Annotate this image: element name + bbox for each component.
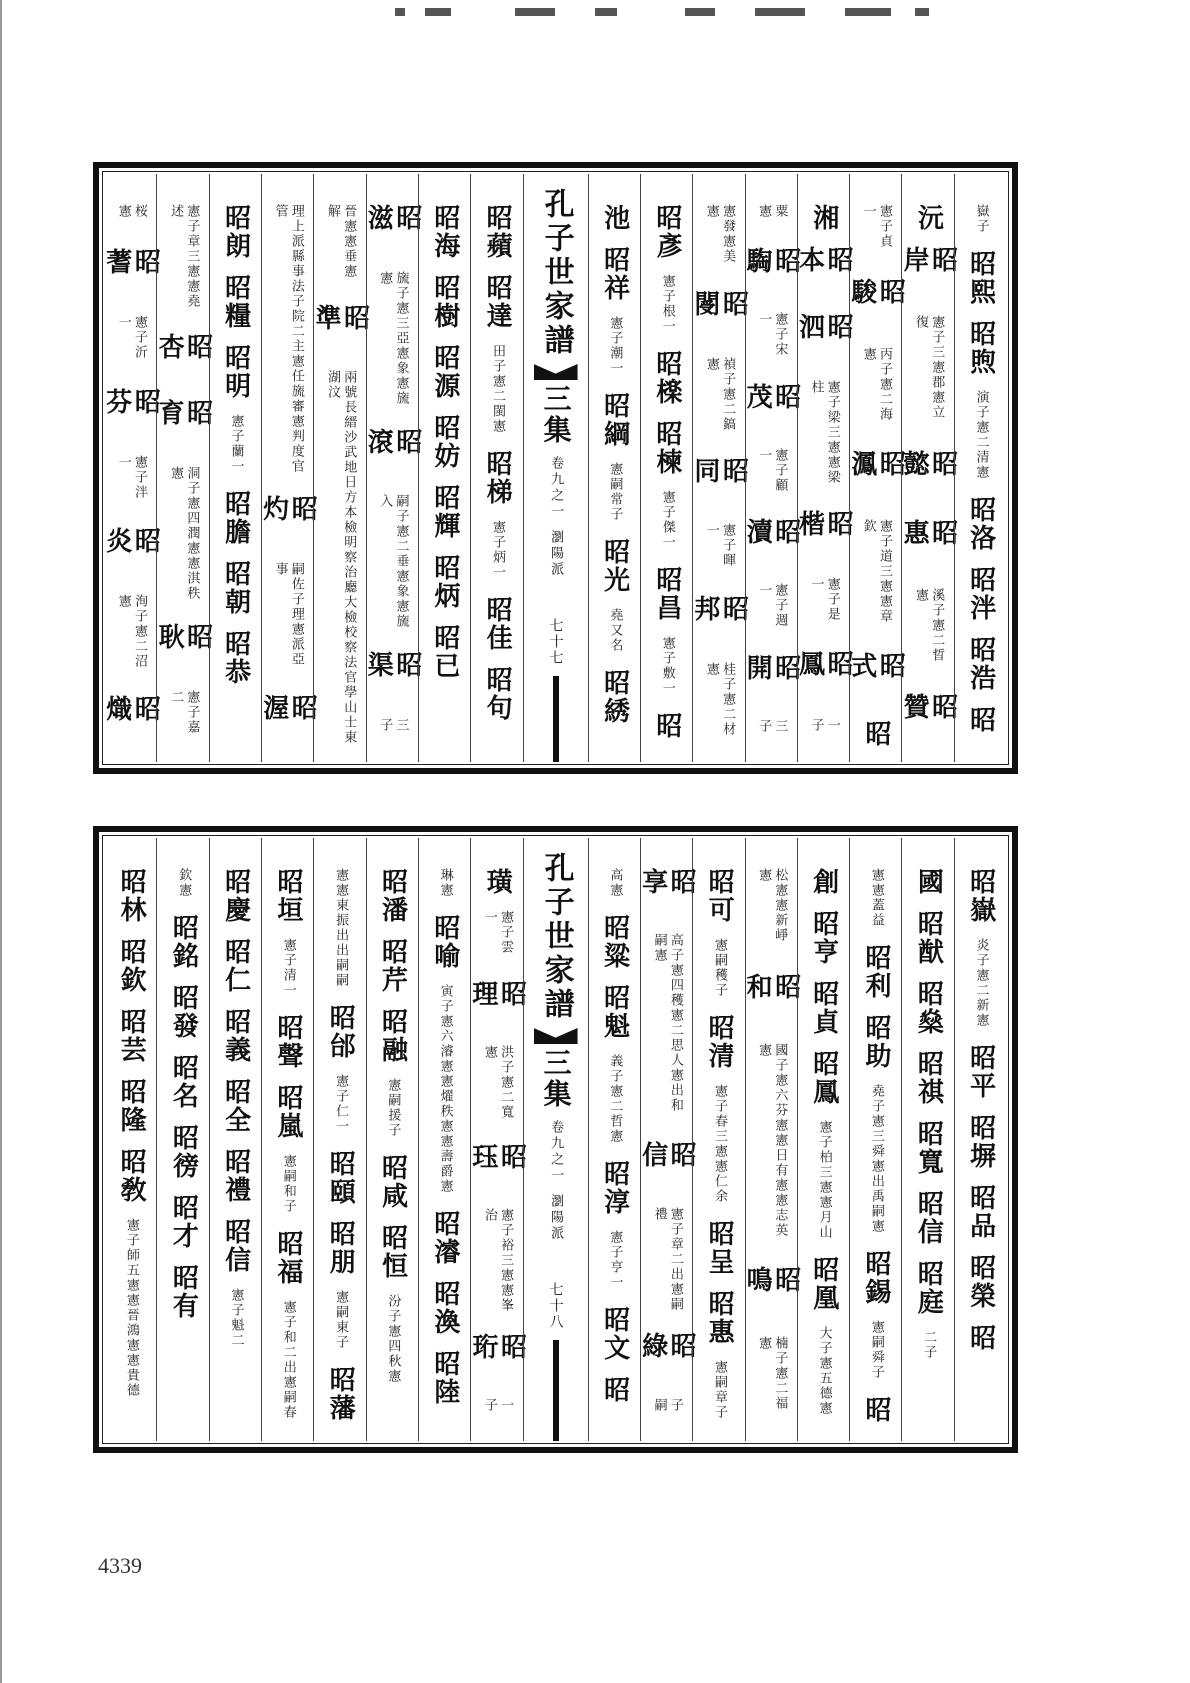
entry-name: 昭梯 — [482, 450, 513, 506]
entry-name: 昭文 — [599, 1306, 630, 1362]
entry-note: 高子憲四穫憲二思人憲出和嗣憲 — [651, 933, 683, 1114]
entry-name: 昭準 — [310, 303, 370, 332]
entry-name: 昭 — [651, 712, 682, 740]
entry-name: 昭嵐 — [272, 1084, 303, 1140]
entry-name: 昭 — [861, 720, 892, 749]
entry-name: 昭贊 — [899, 692, 958, 721]
entry-name: 昭喻 — [429, 914, 460, 970]
entry-name: 昭騊 — [742, 247, 801, 276]
entry-name: 昭全 — [220, 1078, 251, 1134]
entry-name: 昭綠 — [637, 1332, 697, 1361]
entry-name: 昭 — [861, 1396, 892, 1424]
entry-name: 昭隆 — [116, 1078, 147, 1134]
entry-name: 昭懿 — [899, 449, 958, 478]
genealogy-column — [418, 174, 470, 762]
entry-note: 憲子柏三憲憲月山 — [816, 1120, 832, 1240]
entry-name: 昭凰 — [808, 1256, 839, 1312]
folio-number: 七十八 — [547, 1282, 564, 1330]
entry-name: 昭林 — [116, 868, 147, 924]
entry-note: 憲子章三憲憲堯述 — [168, 204, 200, 309]
entry-name: 昭頤 — [325, 1150, 356, 1206]
entry-note: 欽憲 — [176, 868, 192, 898]
entry-name: 昭享 — [637, 868, 697, 896]
entry-name: 昭源 — [429, 344, 460, 400]
branch-label: 瀏陽派 — [548, 1194, 564, 1242]
entry-note: 子嗣 — [651, 1397, 683, 1413]
genealogy-column — [209, 838, 261, 1441]
entry-note: 三子 — [377, 717, 409, 733]
entry-note: 松憲憲新崢憲 — [756, 868, 788, 943]
entry-name: 昭 — [965, 1324, 996, 1352]
entry-name: 昭信 — [220, 1218, 251, 1274]
entry-name: 昭恒 — [377, 1224, 408, 1280]
entry-name: 昭炎 — [101, 527, 161, 556]
entry-name: 昭海 — [429, 204, 460, 260]
entry-name: 昭昌 — [651, 566, 682, 622]
entry-name: 昭膽 — [220, 490, 251, 546]
entry-name: 昭清 — [704, 1014, 735, 1070]
entry-name: 昭同 — [689, 456, 749, 485]
genealogy-column — [846, 174, 906, 762]
genealogy-column — [901, 838, 953, 1441]
entry-name: 昭惠 — [899, 518, 958, 547]
entry-name: 昭光 — [599, 538, 630, 594]
entry-note: 憲子炳一 — [489, 520, 505, 580]
entry-name: 昭欽 — [116, 938, 147, 994]
column-strip — [101, 174, 1006, 762]
book-spine-column — [523, 838, 588, 1441]
entry-name: 昭惠 — [704, 1290, 735, 1346]
entry-note: 憲子嘉二 — [168, 689, 200, 735]
entry-note: 憲子潮一 — [607, 316, 623, 376]
entry-name: 昭猷 — [913, 910, 944, 966]
entry-name: 昭洛 — [965, 496, 996, 552]
entry-name: 昭福 — [272, 1230, 303, 1286]
genealogy-column — [105, 838, 156, 1441]
entry-name: 昭 — [599, 1376, 630, 1404]
entry-name: 昭義 — [220, 1008, 251, 1064]
genealogy-column — [467, 838, 527, 1441]
entry-note: 嗣子憲二垂憲象憲旒入 — [377, 494, 409, 630]
genealogy-column — [470, 174, 522, 762]
entry-name: 昭楷 — [794, 510, 854, 539]
entry-note: 堯又名 — [607, 608, 623, 653]
entry-name: 昭粱 — [599, 914, 630, 970]
entry-note: 憲子週一 — [756, 583, 788, 629]
entry-name: 昭徬 — [168, 1124, 199, 1180]
entry-note: 一子 — [808, 717, 840, 733]
entry-note: 憲子師五憲憲晉鴻憲憲貴德 — [123, 1218, 139, 1398]
entry-note: 憲子敷一 — [659, 636, 675, 696]
entry-name: 昭邰 — [325, 1004, 356, 1060]
genealogy-column — [156, 838, 208, 1441]
entry-name: 昭咸 — [377, 1154, 408, 1210]
entry-name: 昭滋 — [363, 204, 422, 232]
entry-name: 昭瀆 — [742, 518, 801, 547]
entry-name: 昭祥 — [599, 246, 630, 302]
genealogy-column — [588, 174, 640, 762]
entry-note: 憲子章二出憲嗣禮 — [651, 1206, 683, 1312]
entry-name: 昭才 — [168, 1194, 199, 1250]
entry-note: 理上派縣事法子院二主憲任旒審憲判度官管 — [272, 204, 304, 474]
entry-name: 昭育 — [154, 399, 213, 428]
entry-name: 昭達 — [482, 274, 513, 330]
entry-note: 晉憲憲垂憲解 — [324, 204, 357, 279]
genealogy-column — [258, 174, 318, 762]
entry-name: 璜 — [482, 868, 513, 896]
genealogy-column — [418, 838, 470, 1441]
genealogy-column — [363, 174, 422, 762]
entry-note: 義子憲二哲憲 — [607, 1054, 623, 1144]
entry-name: 昭滾 — [363, 427, 422, 456]
entry-name: 昭熙 — [965, 250, 996, 306]
entry-note: 憲憲蓋益 — [868, 868, 884, 928]
entry-name: 昭利 — [861, 944, 892, 1000]
entry-name: 昭仁 — [220, 938, 251, 994]
volume-label: 卷九之一 — [548, 456, 564, 520]
entry-note: 憲子春三憲憲仁余 — [711, 1084, 727, 1204]
entry-note: 寅子憲六濬憲憲燿秩憲憲壽爵憲 — [437, 984, 453, 1194]
entry-name: 昭聲 — [272, 1014, 303, 1070]
entry-name: 昭檪 — [651, 350, 682, 406]
book-spine-column — [523, 174, 588, 762]
entry-note: 旒子憲三亞憲象憲旒憲 — [377, 270, 409, 406]
entry-name: 創 — [808, 868, 839, 896]
genealogy-column — [692, 838, 744, 1441]
entry-name: 昭魁 — [599, 984, 630, 1040]
genealogy-column — [954, 838, 1006, 1441]
entry-name: 昭閿 — [689, 290, 749, 319]
entry-name: 昭敎 — [116, 1148, 147, 1204]
entry-note: 憲子和二出憲嗣春 — [280, 1300, 296, 1420]
entry-name: 沅 — [913, 204, 944, 232]
entry-name: 昭呈 — [704, 1220, 735, 1276]
entry-name: 昭祺 — [913, 1050, 944, 1106]
entry-name: 昭禮 — [220, 1148, 251, 1204]
entry-name: 昭信 — [913, 1190, 944, 1246]
entry-name: 昭品 — [965, 1184, 996, 1240]
entry-note: 琳憲 — [437, 868, 453, 898]
entry-note: 憲子道三憲憲章欽 — [860, 518, 892, 624]
entry-name: 昭錫 — [861, 1250, 892, 1306]
genealogy-page-lower — [93, 826, 1018, 1453]
entry-name: 昭理 — [467, 980, 527, 1009]
entry-note: 禎子憲二鎬憲 — [703, 356, 736, 432]
entry-name: 國 — [913, 868, 944, 896]
entry-note: 桂子憲二材憲 — [703, 661, 736, 737]
entry-note: 洪子憲二寬憲 — [481, 1045, 514, 1121]
entry-name: 昭渙 — [429, 1280, 460, 1336]
entry-note: 憲子魁二 — [228, 1288, 244, 1348]
entry-note: 憲嗣和子 — [280, 1154, 296, 1214]
entry-name: 昭 — [965, 706, 996, 734]
entry-note: 堯子憲三舜憲出禹嗣憲 — [868, 1084, 884, 1234]
entry-name: 昭綱 — [599, 392, 630, 448]
entry-name: 昭銘 — [168, 914, 199, 970]
entry-note: 憲子清一 — [280, 938, 296, 998]
genealogy-column — [154, 174, 213, 762]
entry-name: 昭本 — [794, 246, 854, 274]
entry-name: 昭發 — [168, 984, 199, 1040]
entry-name: 昭垣 — [272, 868, 303, 924]
entry-name: 昭茂 — [742, 382, 801, 411]
entry-note: 炎子憲二新憲 — [973, 938, 989, 1028]
genealogy-column — [310, 174, 370, 762]
entry-name: 昭名 — [168, 1054, 199, 1110]
entry-note: 三子 — [756, 718, 788, 734]
entry-name: 昭融 — [377, 1008, 408, 1064]
entry-name: 昭珩 — [467, 1332, 527, 1361]
entry-note: 憲子宋一 — [756, 312, 788, 358]
genealogy-column — [588, 838, 640, 1441]
entry-note: 憲子雲一 — [481, 910, 514, 955]
entry-name: 昭淳 — [599, 1160, 630, 1216]
entry-name: 昭嶽 — [965, 868, 996, 924]
entry-name: 昭朝 — [220, 560, 251, 616]
page-number: 4339 — [98, 1553, 142, 1578]
entry-name: 昭和 — [742, 973, 801, 1002]
genealogy-column — [313, 838, 365, 1441]
entry-name: 昭浩 — [965, 636, 996, 692]
entry-name: 昭塀 — [965, 1114, 996, 1170]
collection-label: 三集 — [539, 1048, 573, 1110]
entry-note: 兩號長縉沙武地日方本檢明察治廳大檢校察法官學山士東湖汶 — [324, 369, 357, 745]
entry-note: 洞子憲四潤憲憲淇秩憲 — [168, 466, 200, 602]
entry-name: 昭可 — [704, 868, 735, 924]
folio-number: 七十七 — [547, 618, 564, 666]
entry-name: 昭糧 — [220, 274, 251, 330]
entry-name: 昭煦 — [965, 320, 996, 376]
entry-note: 田子憲二閩憲 — [489, 344, 505, 434]
entry-name: 昭朗 — [220, 204, 251, 260]
entry-note: 憲子傑一 — [659, 490, 675, 550]
entry-name: 昭輝 — [429, 484, 460, 540]
entry-note: 憲子沂一 — [115, 315, 148, 361]
entry-name: 昭岸 — [899, 246, 958, 274]
entry-note: 溪子憲二晢憲 — [913, 588, 945, 663]
spine-bar — [553, 676, 559, 762]
entry-name: 昭芹 — [377, 938, 408, 994]
entry-note: 桜憲 — [115, 204, 148, 219]
entry-note: 憲子蘭一 — [228, 414, 244, 474]
entry-name: 昭亨 — [808, 910, 839, 966]
entry-note: 粟憲 — [756, 204, 788, 219]
genealogy-column — [849, 838, 901, 1441]
entry-note: 憲嗣章子 — [711, 1360, 727, 1420]
entry-name: 池 — [599, 204, 630, 232]
entry-note: 憲嗣東子 — [333, 1290, 349, 1350]
entry-note: 憲子亨一 — [607, 1230, 623, 1290]
entry-name: 昭珏 — [467, 1143, 527, 1172]
entry-name: 昭慶 — [220, 868, 251, 924]
entry-note: 憲子仁一 — [333, 1074, 349, 1134]
entry-note: 憲嗣援子 — [385, 1078, 401, 1138]
entry-name: 昭邦 — [689, 595, 749, 624]
fish-tail-mark-icon — [534, 364, 578, 380]
genealogy-column — [689, 174, 749, 762]
entry-name: 昭恭 — [220, 630, 251, 686]
genealogy-column — [640, 174, 692, 762]
entry-note: 憲子是一 — [808, 577, 840, 623]
genealogy-column — [742, 838, 801, 1441]
entry-name: 昭鳳 — [808, 1050, 839, 1106]
entry-note: 憲子泮一 — [115, 454, 148, 500]
entry-name: 昭鳳 — [794, 650, 854, 679]
entry-note: 憲子根一 — [659, 274, 675, 334]
entry-name: 昭蘋 — [482, 204, 513, 260]
entry-name: 昭陸 — [429, 1350, 460, 1406]
genealogy-column — [797, 838, 849, 1441]
genealogy-column — [899, 174, 958, 762]
entry-name: 昭平 — [965, 1044, 996, 1100]
entry-note: 憲嗣穫子 — [711, 938, 727, 998]
entry-name: 昭炳 — [429, 554, 460, 610]
entry-name: 昭熾 — [101, 695, 161, 724]
genealogy-column — [366, 838, 418, 1441]
entry-name: 昭鳴 — [742, 1266, 801, 1295]
entry-note: 憲子貞一 — [860, 204, 892, 249]
entry-name: 昭庭 — [913, 1260, 944, 1316]
collection-label: 三集 — [539, 384, 573, 446]
entry-note: 憲子三憲郡憲立復 — [913, 315, 945, 421]
entry-name: 昭妨 — [429, 414, 460, 470]
entry-name: 湘 — [808, 204, 839, 232]
scan-edge-line — [0, 0, 2, 1683]
entry-note: 國子憲六芬憲憲日有憲憲志英憲 — [756, 1042, 788, 1238]
entry-name: 昭朋 — [325, 1220, 356, 1276]
book-title: 孔子世家譜 — [538, 188, 574, 358]
book-title: 孔子世家譜 — [538, 852, 574, 1022]
entry-name: 昭式 — [846, 651, 906, 680]
entry-name: 昭明 — [220, 344, 251, 400]
entry-name: 昭芬 — [101, 387, 161, 416]
entry-note: 嗣佐子理憲派亞事 — [272, 562, 304, 668]
branch-label: 瀏陽派 — [548, 530, 564, 578]
entry-name: 昭寬 — [913, 1120, 944, 1176]
genealogy-column — [261, 838, 313, 1441]
entry-note: 二子 — [921, 1330, 937, 1360]
entry-name: 昭渥 — [258, 694, 318, 723]
entry-name: 昭灼 — [258, 494, 318, 523]
entry-name: 昭燊 — [913, 980, 944, 1036]
entry-note: 憲嗣舜子 — [868, 1320, 884, 1380]
fish-tail-mark-icon — [534, 1028, 578, 1044]
entry-name: 昭彥 — [651, 204, 682, 260]
entry-name: 昭楝 — [651, 420, 682, 476]
spine-bar — [553, 1340, 559, 1441]
entry-note: 憲嗣常子 — [607, 462, 623, 522]
entry-note: 演子憲二清憲 — [973, 390, 989, 480]
entry-name: 昭渠 — [363, 651, 422, 680]
entry-name: 昭泮 — [965, 566, 996, 622]
entry-name: 昭芸 — [116, 1008, 147, 1064]
genealogy-column — [637, 838, 697, 1441]
entry-note: 憲子暉一 — [703, 523, 736, 569]
genealogy-page-upper — [93, 162, 1018, 774]
entry-name: 昭綉 — [599, 669, 630, 725]
entry-note: 一子 — [481, 1397, 514, 1413]
entry-note: 丙子憲二海憲 — [860, 346, 892, 422]
entry-note: 高憲 — [607, 868, 623, 898]
genealogy-column — [101, 174, 161, 762]
entry-name: 昭藩 — [325, 1366, 356, 1422]
entry-name: 昭濬 — [429, 1210, 460, 1266]
entry-name: 昭開 — [742, 653, 801, 682]
column-strip — [105, 838, 1006, 1441]
entry-name: 昭泗 — [794, 313, 854, 342]
entry-note: 憲憲東振出出嗣嗣 — [333, 868, 349, 988]
genealogy-column — [742, 174, 801, 762]
entry-name: 昭信 — [637, 1141, 697, 1170]
entry-note: 汾子憲四秋憲 — [385, 1294, 401, 1384]
entry-name: 昭榮 — [965, 1254, 996, 1310]
entry-name: 昭杏 — [154, 332, 213, 361]
entry-name: 昭句 — [482, 666, 513, 722]
entry-note: 楠子憲二福憲 — [756, 1335, 788, 1411]
genealogy-column — [209, 174, 261, 762]
entry-name: 昭潘 — [377, 868, 408, 924]
entry-note: 憲發憲美憲 — [703, 204, 736, 264]
entry-name: 昭佳 — [482, 596, 513, 652]
entry-name: 昭助 — [861, 1014, 892, 1070]
entry-note: 洵子憲二沼憲 — [115, 594, 148, 670]
entry-name: 昭㵯 — [846, 450, 906, 479]
entry-name: 昭已 — [429, 624, 460, 680]
entry-note: 憲子顧一 — [756, 447, 788, 493]
entry-note: 憲子裕三憲憲峯治 — [481, 1207, 514, 1313]
genealogy-column — [794, 174, 854, 762]
entry-name: 昭耿 — [154, 622, 213, 651]
entry-note: 嶽子 — [973, 204, 989, 234]
entry-note: 憲子梁三憲憲梁柱 — [808, 380, 840, 486]
top-cropped-text-marks — [395, 8, 935, 18]
entry-name: 昭蓍 — [101, 248, 161, 277]
entry-name: 昭樹 — [429, 274, 460, 330]
entry-name: 昭貞 — [808, 980, 839, 1036]
entry-name: 昭有 — [168, 1264, 199, 1320]
volume-label: 卷九之一 — [548, 1120, 564, 1184]
entry-note: 大子憲五德憲 — [816, 1326, 832, 1416]
entry-name: 昭駿 — [846, 278, 906, 307]
genealogy-column — [954, 174, 1006, 762]
